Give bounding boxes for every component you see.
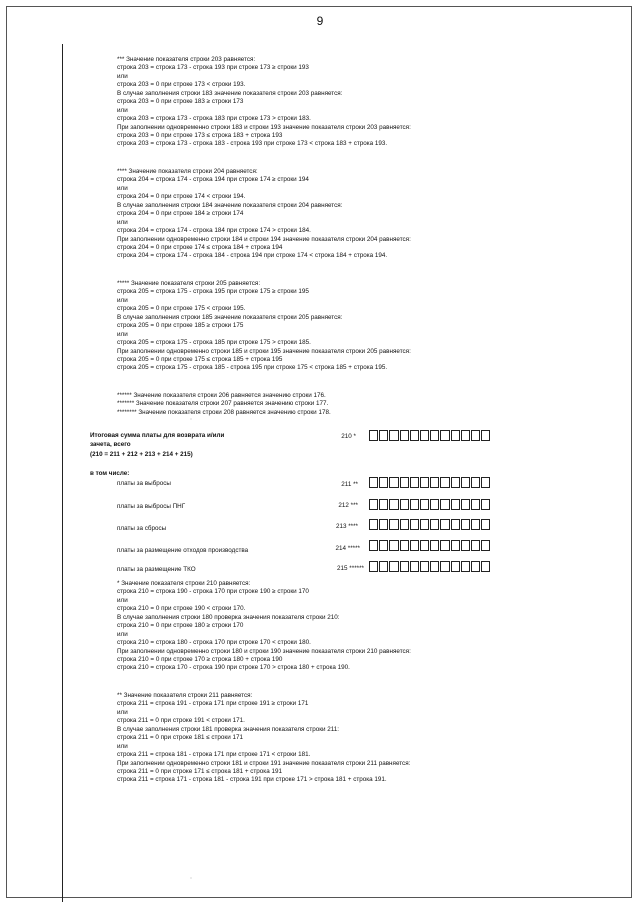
code-210: 210 * [341,433,356,440]
note-line: При заполнении одновременно строки 181 и строки 191 значение показателя строки 211 равняется: [117,759,411,767]
digit-cell[interactable] [440,430,449,441]
note-line: или [117,72,128,80]
note-line: При заполнении одновременно строки 185 и строки 195 значение показателя строки 205 равняется: [117,347,411,355]
digit-cell[interactable] [471,540,480,551]
digit-cell[interactable] [400,499,409,510]
digit-cell[interactable] [430,519,439,530]
row-215-label: платы за размещение ТКО [117,566,196,573]
note-line: *** Значение показателя строки 203 равняется: [117,56,256,63]
page-number: 9 [316,14,324,28]
note-line: В случае заполнения строки 181 проверка значения показателя строки 211: [117,725,340,733]
input-cells-214[interactable] [369,540,491,551]
digit-cell[interactable] [410,430,419,441]
digit-cell[interactable] [430,499,439,510]
scan-dot-bottom: ˈ [190,878,192,884]
note-line: строка 203 = строка 173 - строка 183 при строке 173 > строки 183. [117,115,311,123]
code-212: 212 *** [338,502,358,509]
note-line: строка 210 = строка 170 - строка 190 при строке 170 > строка 180 + строка 190. [117,664,350,672]
total-title-line-2: зачета, всего [90,441,131,448]
digit-cell[interactable] [379,561,388,572]
total-title-line-3: (210 = 211 + 212 + 213 + 214 + 215) [90,451,193,458]
note-line: строка 210 = строка 180 - строка 170 при строке 170 < строки 180. [117,639,311,647]
digit-cell[interactable] [410,499,419,510]
digit-cell[interactable] [451,499,460,510]
digit-cell[interactable] [440,499,449,510]
note-line: строка 204 = строка 174 - строка 184 - строка 194 при строке 174 < строка 184 + строка 194. [117,252,388,260]
note-line: строка 210 = 0 при строке 180 ≥ строки 170 [117,622,244,630]
digit-cell[interactable] [379,499,388,510]
digit-cell[interactable] [410,477,419,488]
digit-cell[interactable] [451,430,460,441]
note-line: строка 205 = строка 175 - строка 185 - строка 195 при строке 175 < строка 185 + строка 195. [117,364,388,372]
code-214: 214 ***** [335,545,360,552]
note-rows-206-208 [117,392,331,417]
digit-cell[interactable] [420,477,429,488]
code-215: 215 ****** [337,565,364,572]
note-row-203 [117,56,411,149]
note-line: При заполнении одновременно строки 183 и строки 193 значение показателя строки 203 равняется: [117,123,411,131]
note-line: строка 210 = 0 при строке 190 < строки 170. [117,605,246,613]
digit-cell[interactable] [440,519,449,530]
note-line: ***** Значение показателя строки 205 равняется: [117,280,261,287]
note-line: строка 203 = строка 173 - строка 193 при строке 173 ≥ строки 193 [117,64,309,72]
note-line: ****** Значение показателя строки 206 равняется значению строки 176. [117,392,326,399]
digit-cell[interactable] [379,519,388,530]
digit-cell[interactable] [481,561,490,572]
row-211-label: платы за выбросы [117,480,171,487]
input-cells-210[interactable] [369,430,491,441]
digit-cell[interactable] [471,519,480,530]
digit-cell[interactable] [481,430,490,441]
digit-cell[interactable] [400,430,409,441]
digit-cell[interactable] [389,499,398,510]
digit-cell[interactable] [451,519,460,530]
note-line: строка 203 = строка 173 - строка 183 - строка 193 при строке 173 < строка 183 + строка 193. [117,140,388,148]
note-line: строка 203 = 0 при строке 173 < строки 193. [117,81,246,89]
note-line: ** Значение показателя строки 211 равняется: [117,692,253,699]
note-line: строка 211 = 0 при строке 171 ≤ строка 181 + строка 191 [117,767,282,775]
digit-cell[interactable] [389,561,398,572]
note-line: или [117,296,128,304]
total-title-line-1: Итоговая сумма платы для возврата и/или [90,432,225,439]
digit-cell[interactable] [471,561,480,572]
note-line: строка 205 = строка 175 - строка 195 при строке 175 ≥ строки 195 [117,288,309,296]
note-line: строка 211 = 0 при строке 181 ≤ строки 171 [117,734,243,742]
digit-cell[interactable] [420,499,429,510]
digit-cell[interactable] [400,540,409,551]
note-row-205 [117,280,411,373]
note-line: ******** Значение показателя строки 208 равняется значению строки 178. [117,408,331,416]
digit-cell[interactable] [369,540,378,551]
note-line: или [117,106,128,114]
note-line: или [117,742,128,750]
digit-cell[interactable] [369,477,378,488]
note-line: строка 210 = строка 190 - строка 170 при строке 190 ≥ строки 170 [117,588,309,596]
note-line: строка 204 = строка 174 - строка 184 при строке 174 > строки 184. [117,227,311,235]
note-line: При заполнении одновременно строки 180 и строки 190 значение показателя строки 210 равняется: [117,647,411,655]
note-line: строка 210 = 0 при строке 170 ≥ строка 180 + строка 190 [117,655,283,663]
note-line: **** Значение показателя строки 204 равняется: [117,168,258,175]
digit-cell[interactable] [461,561,470,572]
note-line: строка 205 = строка 175 - строка 185 при строке 175 > строки 185. [117,339,311,347]
note-line: строка 203 = 0 при строке 173 ≤ строка 183 + строка 193 [117,131,283,139]
note-row-211 [117,692,410,785]
input-cells-212[interactable] [369,499,491,510]
note-line: строка 205 = 0 при строке 185 ≥ строки 175 [117,322,244,330]
digit-cell[interactable] [369,561,378,572]
digit-cell[interactable] [369,430,378,441]
note-line: строка 204 = 0 при строке 174 < строки 194. [117,193,246,201]
note-line: или [117,596,128,604]
note-line: При заполнении одновременно строки 184 и строки 194 значение показателя строки 204 равняется: [117,235,411,243]
left-margin-line [62,44,63,902]
row-213-label: платы за сбросы [117,525,167,532]
digit-cell[interactable] [481,477,490,488]
note-line: В случае заполнения строки 185 значение показателя строки 205 равняется: [117,313,343,321]
scan-dot: ˈ [190,419,192,425]
note-row-210 [117,580,411,673]
digit-cell[interactable] [389,430,398,441]
digit-cell[interactable] [461,519,470,530]
note-line: или [117,218,128,226]
digit-cell[interactable] [451,540,460,551]
note-line: строка 211 = 0 при строке 191 < строки 171. [117,717,245,725]
note-line: строка 211 = строка 181 - строка 171 при строке 171 < строки 181. [117,751,311,759]
digit-cell[interactable] [379,430,388,441]
digit-cell[interactable] [410,519,419,530]
note-line: ******* Значение показателя строки 207 равняется значению строки 177. [117,400,329,408]
code-211: 211 ** [341,481,358,488]
digit-cell[interactable] [471,499,480,510]
note-row-204 [117,168,411,261]
note-line: или [117,330,128,338]
input-cells-215[interactable] [369,561,491,572]
digit-cell[interactable] [410,561,419,572]
digit-cell[interactable] [430,561,439,572]
digit-cell[interactable] [440,561,449,572]
input-cells-213[interactable] [369,519,491,530]
digit-cell[interactable] [481,519,490,530]
digit-cell[interactable] [430,430,439,441]
digit-cell[interactable] [369,519,378,530]
digit-cell[interactable] [420,540,429,551]
digit-cell[interactable] [471,477,480,488]
digit-cell[interactable] [420,519,429,530]
digit-cell[interactable] [471,430,480,441]
digit-cell[interactable] [481,499,490,510]
digit-cell[interactable] [461,540,470,551]
note-line: строка 203 = 0 при строке 183 ≥ строки 173 [117,98,244,106]
digit-cell[interactable] [400,477,409,488]
code-213: 213 **** [335,523,358,530]
note-line: или [117,708,128,716]
digit-cell[interactable] [400,561,409,572]
digit-cell[interactable] [430,477,439,488]
note-line: строка 211 = строка 171 - строка 181 - строка 191 при строке 171 > строка 181 + строка 191. [117,776,387,784]
digit-cell[interactable] [461,477,470,488]
in-that-number-label: в том числе: [90,470,130,477]
digit-cell[interactable] [379,477,388,488]
note-line: или [117,184,128,192]
digit-cell[interactable] [451,477,460,488]
digit-cell[interactable] [440,540,449,551]
digit-cell[interactable] [389,477,398,488]
row-214-label: платы за размещение отходов производства [117,547,249,554]
note-line: строка 204 = 0 при строке 184 ≥ строки 174 [117,210,244,218]
digit-cell[interactable] [420,561,429,572]
note-line: В случае заполнения строки 183 значение показателя строки 203 равняется: [117,89,343,97]
note-line: строка 211 = строка 191 - строка 171 при строке 191 ≥ строки 171 [117,700,309,708]
note-line: строка 205 = 0 при строке 175 ≤ строка 185 + строка 195 [117,355,283,363]
digit-cell[interactable] [440,477,449,488]
digit-cell[interactable] [430,540,439,551]
note-line: строка 204 = строка 174 - строка 194 при строке 174 ≥ строки 194 [117,176,309,184]
digit-cell[interactable] [379,540,388,551]
digit-cell[interactable] [481,540,490,551]
digit-cell[interactable] [389,519,398,530]
digit-cell[interactable] [369,499,378,510]
digit-cell[interactable] [461,499,470,510]
digit-cell[interactable] [461,430,470,441]
note-line: В случае заполнения строки 184 значение показателя строки 204 равняется: [117,201,343,209]
input-cells-211[interactable] [369,477,491,488]
note-line: строка 205 = 0 при строке 175 < строки 195. [117,305,246,313]
row-212-label: платы за выбросы ПНГ [117,503,186,510]
digit-cell[interactable] [451,561,460,572]
note-line: * Значение показателя строки 210 равняется: [117,580,251,587]
digit-cell[interactable] [389,540,398,551]
note-line: или [117,630,128,638]
note-line: В случае заполнения строки 180 проверка значения показателя строки 210: [117,613,340,621]
note-line: строка 204 = 0 при строке 174 ≤ строка 184 + строка 194 [117,243,283,251]
digit-cell[interactable] [410,540,419,551]
digit-cell[interactable] [400,519,409,530]
digit-cell[interactable] [420,430,429,441]
